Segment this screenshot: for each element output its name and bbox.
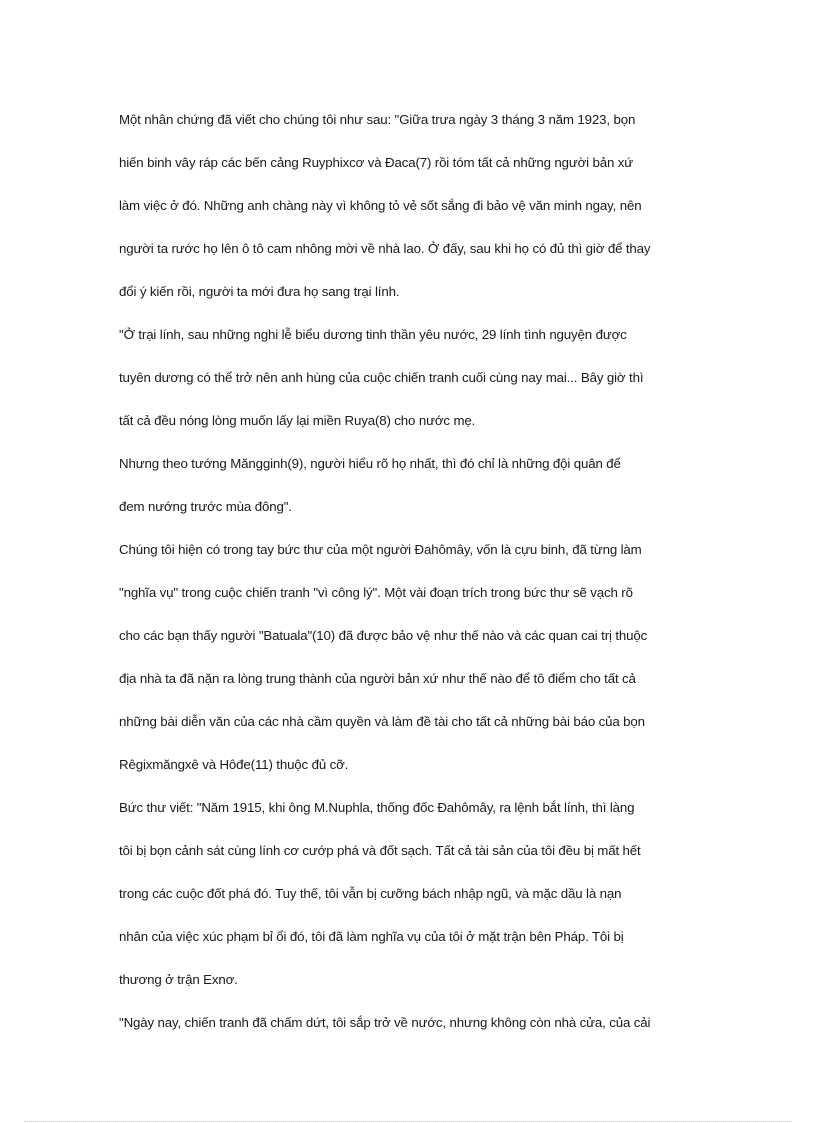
text-line: "nghĩa vụ" trong cuộc chiến tranh "vì công lý". Một vài đoạn trích trong bức thư sẽ vạch rõ xyxy=(119,585,633,600)
document-body xyxy=(119,98,719,1044)
text-line: Rêgixmăngxê và Hôđe(11) thuộc đủ cỡ. xyxy=(119,757,349,772)
text-line: cho các bạn thấy người "Batuala"(10) đã được bảo vệ như thế nào và các quan cai trị thuộc xyxy=(119,628,648,643)
text-line: tuyên dương có thể trở nên anh hùng của cuộc chiến tranh cuối cùng nay mai... Bây giờ thì xyxy=(119,370,644,385)
text-line: tôi bị bọn cảnh sát cùng lính cơ cướp phá và đốt sạch. Tất cả tài sản của tôi đều bị mất hết xyxy=(119,843,641,858)
text-line: Nhưng theo tướng Măngginh(9), người hiểu rõ họ nhất, thì đó chỉ là những đội quân để xyxy=(119,456,621,471)
text-line: Bức thư viết: "Năm 1915, khi ông M.Nuphla, thống đốc Đahômây, ra lệnh bắt lính, thì làng xyxy=(119,800,635,815)
text-line: tất cả đều nóng lòng muốn lấy lại miền Ruya(8) cho nước mẹ. xyxy=(119,413,476,428)
text-line: những bài diễn văn của các nhà cầm quyền và làm đề tài cho tất cả những bài báo của bọn xyxy=(119,714,645,729)
text-line: "Ở trại lính, sau những nghi lễ biểu dương tinh thần yêu nước, 29 lính tình nguyện được xyxy=(119,327,627,342)
text-line: "Ngày nay, chiến tranh đã chấm dứt, tôi sắp trở về nước, nhưng không còn nhà cửa, của cải xyxy=(119,1015,651,1030)
text-line: hiến binh vây ráp các bến cảng Ruyphixcơ và Đaca(7) rồi tóm tất cả những người bản xứ xyxy=(119,155,634,170)
text-line: Chúng tôi hiện có trong tay bức thư của một người Đahômây, vốn là cựu binh, đã từng làm xyxy=(119,542,642,557)
text-line: người ta rước họ lên ô tô cam nhông mời về nhà lao. Ở đấy, sau khi họ có đủ thì giờ để thay xyxy=(119,241,651,256)
text-line: thương ở trận Exnơ. xyxy=(119,972,238,987)
text-line: Một nhân chứng đã viết cho chúng tôi như sau: "Giữa trưa ngày 3 tháng 3 năm 1923, bọn xyxy=(119,112,636,127)
text-line: địa nhà ta đã nặn ra lòng trung thành của người bản xứ như thế nào để tô điểm cho tất cả xyxy=(119,671,636,686)
text-line: nhân của việc xúc phạm bỉ ổi đó, tôi đã làm nghĩa vụ của tôi ở mặt trận bên Pháp. Tôi bị xyxy=(119,929,624,944)
text-line: đem nướng trước mùa đông". xyxy=(119,499,292,514)
text-line: làm việc ở đó. Những anh chàng này vì không tỏ vẻ sốt sắng đi bảo vệ văn minh ngay, nên xyxy=(119,198,642,213)
page-bottom-divider xyxy=(24,1121,792,1122)
text-line: trong các cuộc đốt phá đó. Tuy thế, tôi vẫn bị cưỡng bách nhập ngũ, và mặc dầu là nạn xyxy=(119,886,622,901)
text-line: đổi ý kiến rồi, người ta mới đưa họ sang trại lính. xyxy=(119,284,400,299)
